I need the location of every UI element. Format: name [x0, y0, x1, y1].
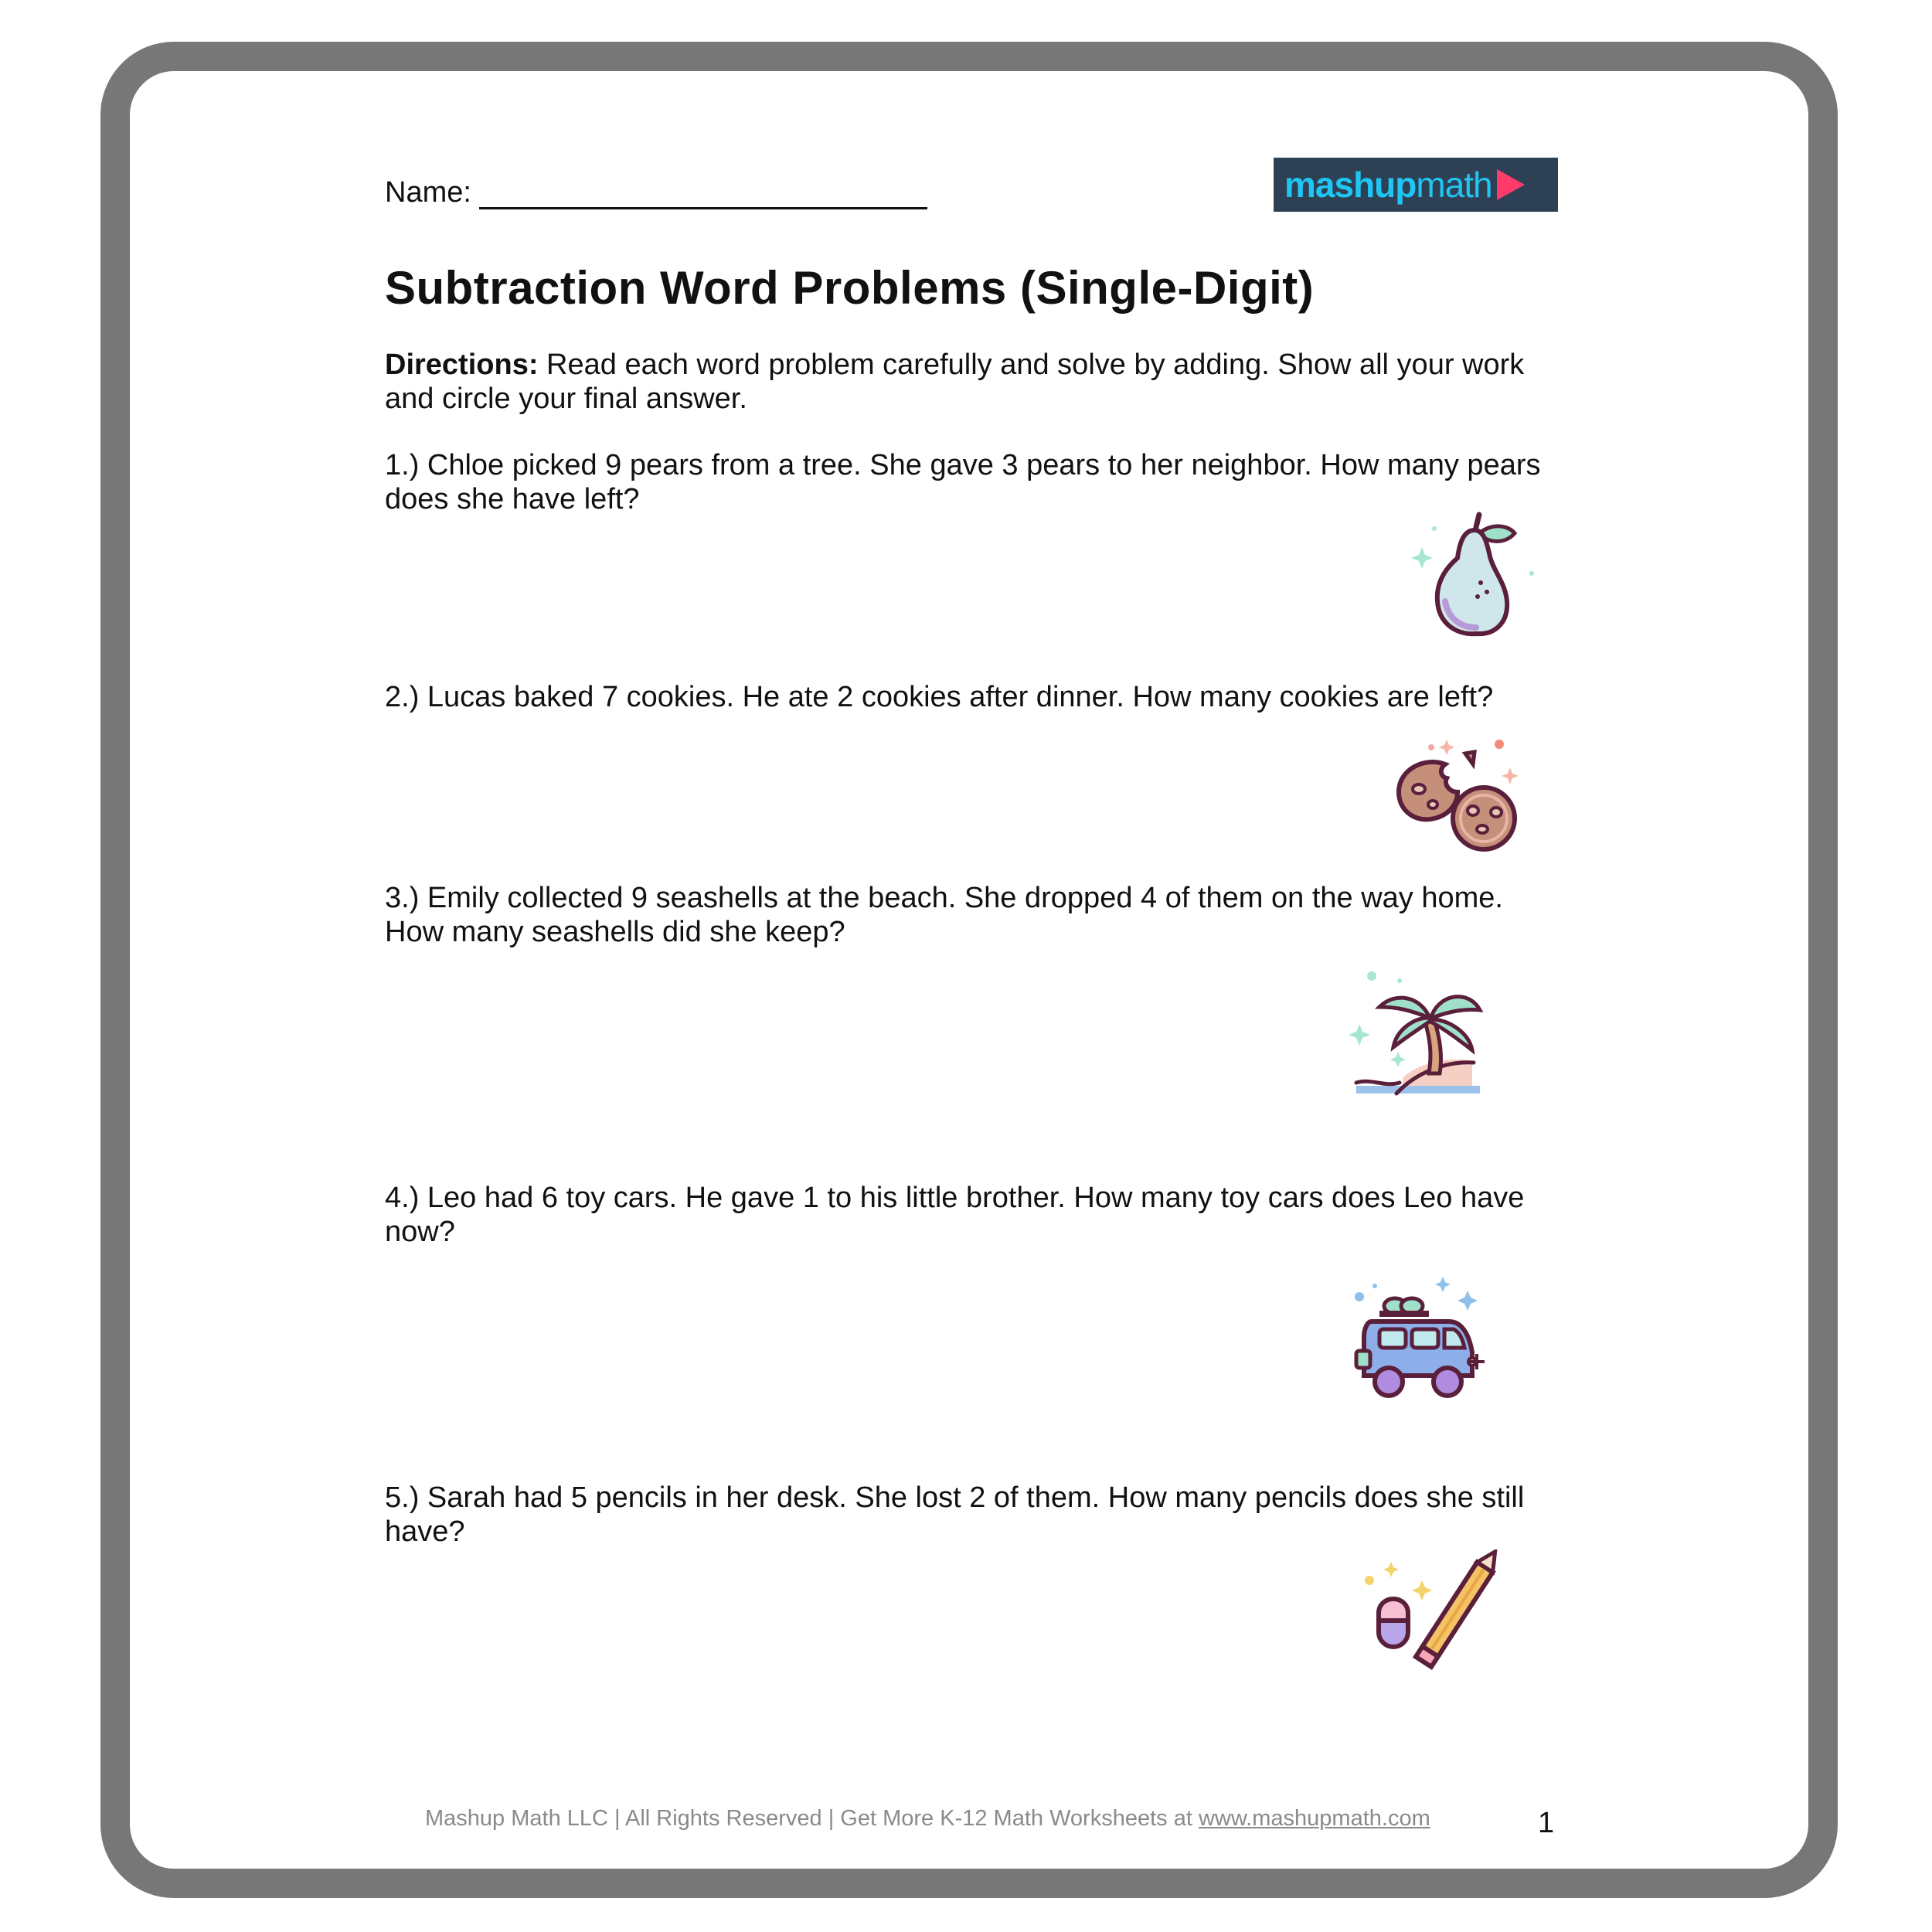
directions-text: Read each word problem carefully and solve by adding. Show all your work and circle your final answer.: [385, 349, 1525, 415]
logo-math-text: math: [1416, 165, 1492, 205]
mashup-math-logo: [1274, 158, 1558, 212]
problem-2: 2.) Lucas baked 7 cookies. He ate 2 cookies after dinner. How many cookies are left?: [385, 681, 1494, 713]
problem-4: 4.) Leo had 6 toy cars. He gave 1 to his little brother. How many toy cars does Leo have now?: [385, 1182, 1525, 1248]
page-number: 1: [1538, 1807, 1555, 1839]
palm-tree-icon: [1349, 970, 1488, 1101]
directions-label: Directions:: [385, 349, 539, 381]
name-line: [479, 181, 927, 209]
footer: [425, 1806, 1430, 1832]
footer-text: Mashup Math LLC | All Rights Reserved | Get More K-12 Math Worksheets at: [425, 1806, 1199, 1831]
logo-mashup-text: mashup: [1284, 165, 1417, 205]
pencil-eraser-icon: [1360, 1549, 1499, 1681]
worksheet-title: Subtraction Word Problems (Single-Digit): [385, 262, 1315, 314]
problem-3: 3.) Emily collected 9 seashells at the beach. She dropped 4 of them on the way home. How many seashells did she keep?: [385, 882, 1503, 948]
name-row: [385, 176, 927, 209]
footer-link[interactable]: www.mashupmath.com: [1198, 1806, 1430, 1831]
van-icon: [1349, 1275, 1488, 1406]
page-frame: [100, 42, 1838, 1898]
problem-5: 5.) Sarah had 5 pencils in her desk. She lost 2 of them. How many pencils does she still have?: [385, 1481, 1525, 1548]
problem-1: 1.) Chloe picked 9 pears from a tree. She gave 3 pears to her neighbor. How many pears does she have left?: [385, 449, 1541, 515]
name-label: Name:: [385, 176, 471, 209]
directions: [385, 348, 1544, 416]
cookie-icon: [1383, 738, 1530, 862]
pear-icon: [1406, 510, 1546, 641]
logo-play-icon: [1497, 169, 1525, 200]
